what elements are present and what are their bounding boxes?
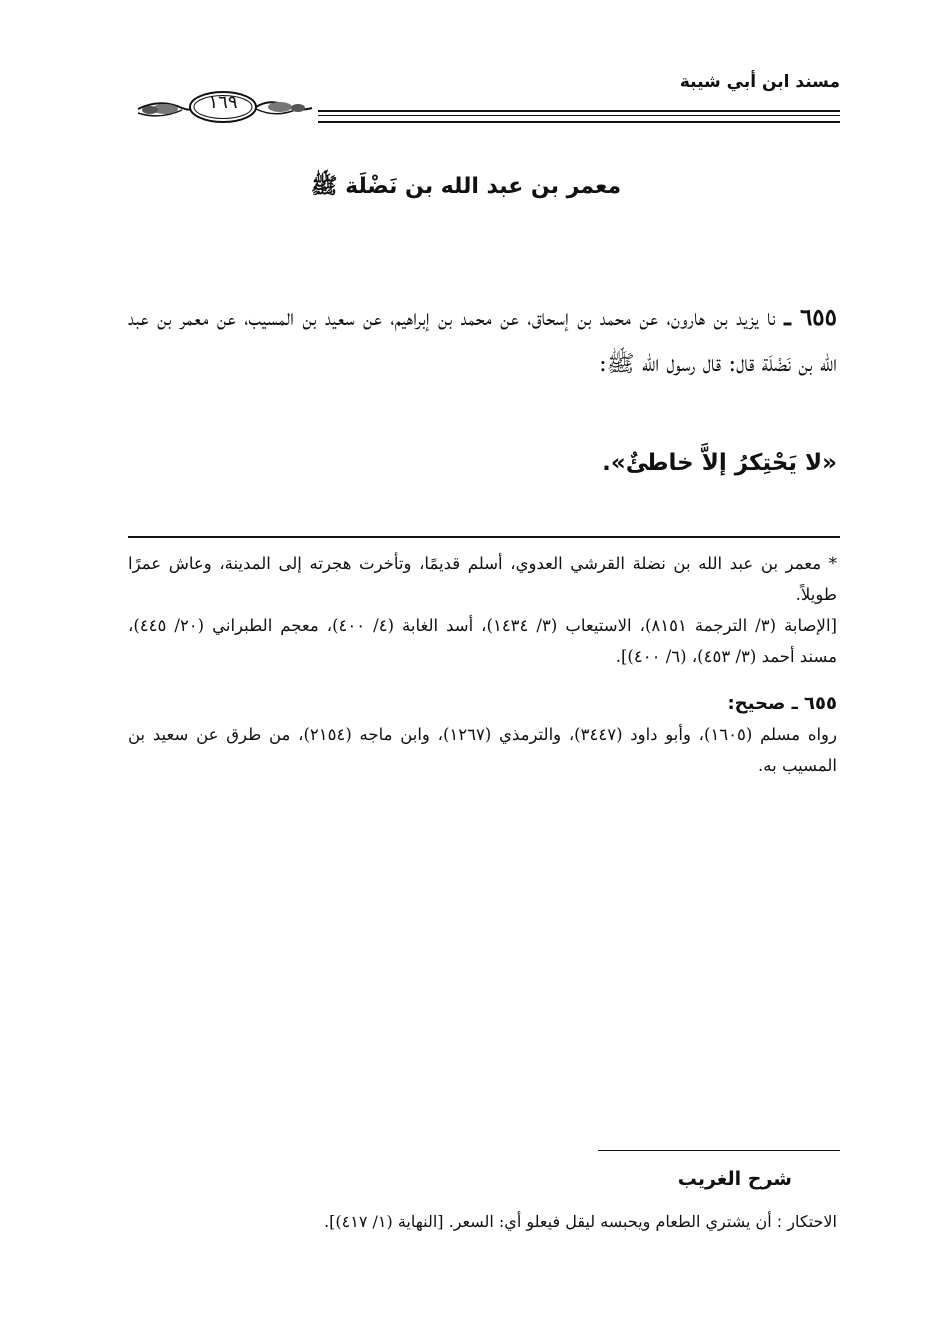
glossary-term: الاحتكار :: [776, 1212, 837, 1231]
glossary-rule: [598, 1150, 840, 1151]
footnote-grade-head: ٦٥٥ ـ صحيح:: [727, 693, 837, 714]
glossary-entry: [128, 1208, 837, 1236]
hadith-text: [128, 295, 837, 387]
chapter-title: معمر بن عبد الله بن نَضْلَة ﷺ: [310, 174, 622, 199]
footnote-bio-refs: [الإصابة (٣/ الترجمة ٨١٥١)، الاستيعاب (٣/ ١٤٣٤)، أسد الغابة (٤/ ٤٠٠)، معجم الطبراني (٢٠/ ٤٤٥)، مسند أحمد (٣/ ٤٥٣)، (٦/ ٤٠٠)].: [128, 616, 837, 666]
footnote-grade-text: رواه مسلم (١٦٠٥)، وأبو داود (٣٤٤٧)، والترمذي (١٢٦٧)، وابن ماجه (٢١٥٤)، من طرق عن سعيد بن المسيب به.: [128, 725, 837, 775]
footnotes: [128, 548, 837, 781]
running-title: مسند ابن أبي شيبة: [679, 72, 840, 92]
hadith-isnad: نا يزيد بن هارون، عن محمد بن إسحاق، عن محمد بن إبراهيم، عن سعيد بن المسيب، عن معمر بن عبد الله بن نَضْلَة قال: قال رسول الله ﷺ:: [128, 305, 837, 377]
footnote-rule: [128, 536, 840, 538]
header-rule: [318, 110, 840, 123]
page-number: ١٦٩: [208, 92, 238, 113]
hadith-matn: «لا يَحْتِكرُ إلاَّ خاطئٌ».: [602, 450, 837, 476]
glossary-title: شرح الغريب: [677, 1168, 792, 1190]
footnote-bio: * معمر بن عبد الله بن نضلة القرشي العدوي، أسلم قديمًا، وتأخرت هجرته إلى المدينة، وعاش عمرًا طويلاً.: [128, 554, 837, 604]
glossary-definition: أن يشتري الطعام ويحبسه ليقل فيعلو أي: السعر. [النهاية (١/ ٤١٧)].: [324, 1212, 772, 1231]
hadith-number: ٦٥٥ ـ: [784, 304, 838, 331]
